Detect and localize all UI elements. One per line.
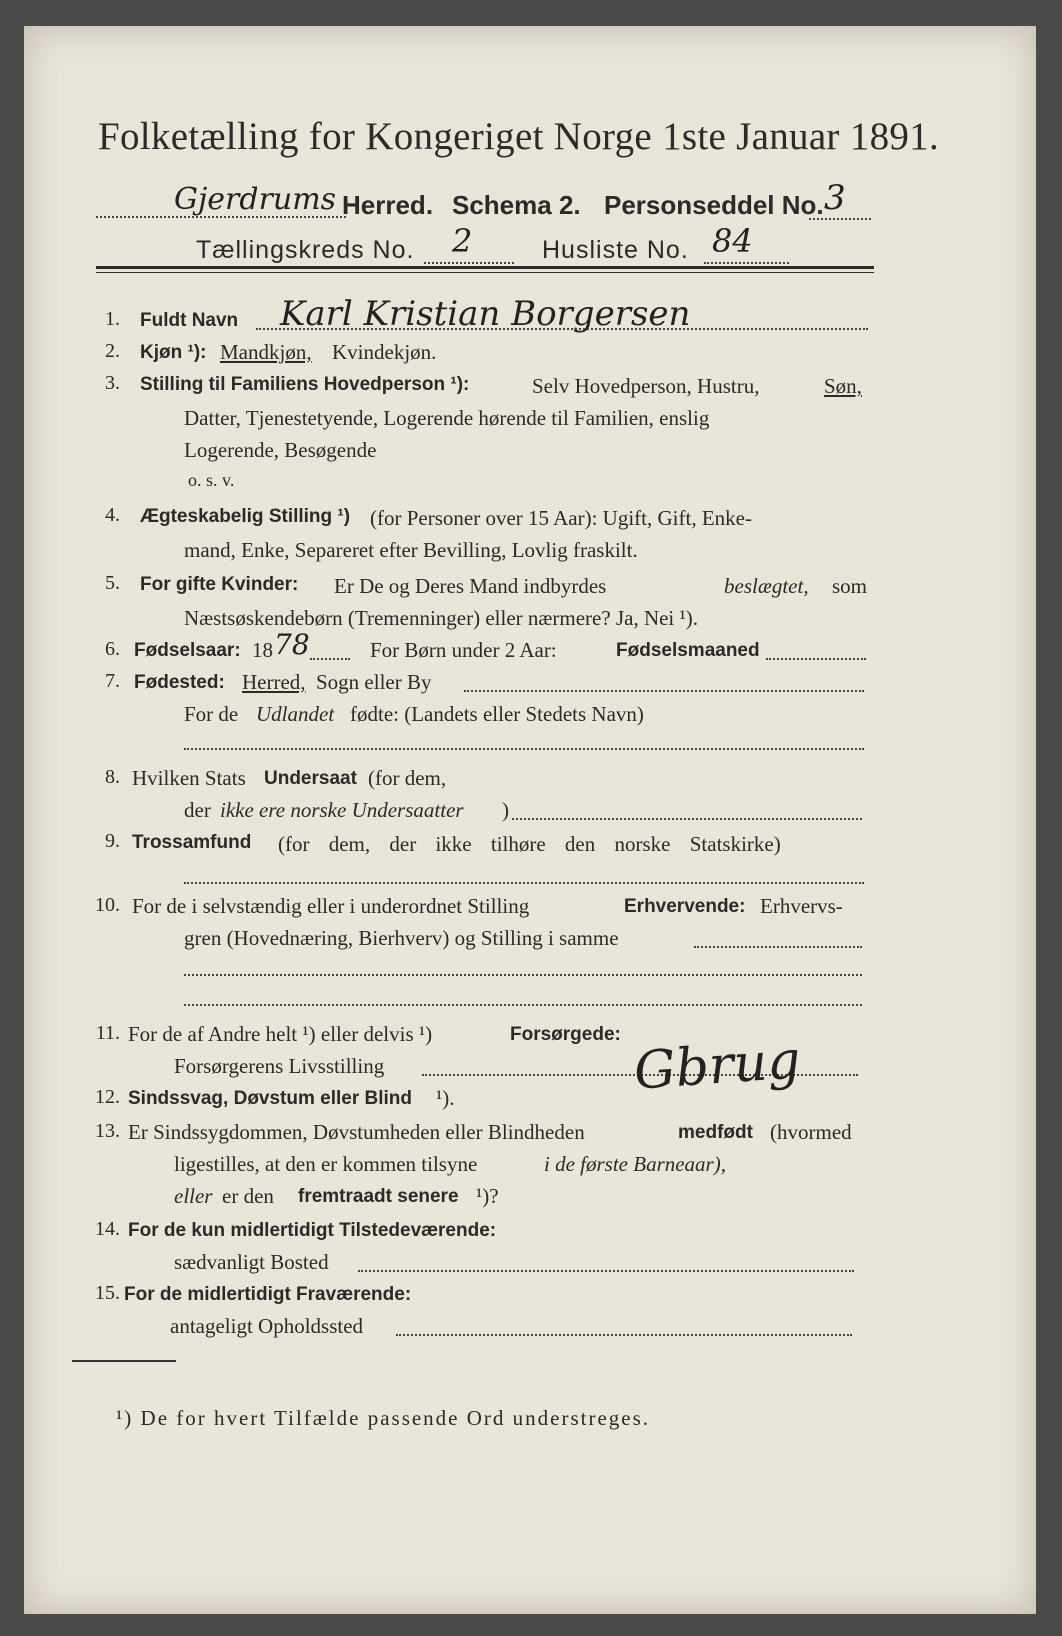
q9-dotted-line [184, 882, 864, 884]
q7-label: Fødested: [134, 672, 225, 693]
footnote-rule [72, 1360, 176, 1362]
q6-prefix: 18 [252, 638, 273, 662]
q11-line2: Forsørgerens Livsstilling [174, 1054, 385, 1078]
q7-rest: Sogn eller By [316, 670, 432, 694]
q6-dotted-line [310, 658, 350, 660]
kreds-label: Tællingskreds No. [196, 236, 415, 264]
schema-label: Schema 2. [452, 190, 581, 220]
q15-line2: antageligt Opholdssted [170, 1314, 364, 1338]
q9-number: 9. [105, 830, 120, 852]
q6-label2: Fødselsmaaned [616, 640, 760, 661]
q4-number: 4. [105, 504, 120, 526]
q10-dotted-line-3 [184, 1004, 862, 1006]
q1-dotted-line [256, 328, 868, 330]
q13-line1b: medfødt [678, 1122, 753, 1143]
q10-line1c: Erhvervs- [760, 894, 843, 918]
q13-line3d: ¹)? [476, 1184, 499, 1208]
q8-line1b: Undersaat [264, 768, 357, 789]
q8-line1a: Hvilken Stats [132, 766, 246, 790]
q9-line1: (for dem, der ikke tilhøre den norske Statskirke) [278, 832, 781, 856]
q13-line1c: (hvormed [770, 1120, 852, 1144]
q13-line3c: fremtraadt senere [298, 1186, 459, 1207]
q7-foreign-dotted-line [184, 748, 864, 750]
kreds-dotted-line [424, 262, 514, 264]
q10-line2: gren (Hovednæring, Bierhverv) og Stilling i samme [184, 926, 619, 950]
footnote: ¹) De for hvert Tilfælde passende Ord understreges. [116, 1406, 651, 1430]
q2-option-female: Kvindekjøn. [332, 340, 437, 364]
q12-line1a: Sindssvag, Døvstum eller Blind [128, 1088, 413, 1109]
q11-number: 11. [95, 1022, 120, 1044]
q8-line2c: ) [502, 798, 509, 822]
personseddel-dotted-line [809, 218, 871, 220]
header-rule [96, 266, 874, 269]
q3-label: Stilling til Familiens Hovedperson ¹): [140, 374, 470, 395]
handwritten-annotation: Gbrug [632, 1030, 803, 1102]
q3-line1: Selv Hovedperson, Hustru, [532, 374, 760, 398]
q12-line1b: ¹). [436, 1086, 455, 1110]
q3-line3: Logerende, Besøgende [184, 438, 377, 462]
q10-number: 10. [95, 894, 120, 916]
q15-number: 15. [95, 1282, 120, 1304]
q13-line2b: i de første Barneaar), [544, 1152, 726, 1176]
q6-rest: For Børn under 2 Aar: [370, 638, 557, 662]
q7-option-herred: Herred, [242, 670, 306, 694]
q5-number: 5. [105, 572, 120, 594]
q6-month-dotted-line [766, 658, 866, 660]
q15-dotted-line [396, 1334, 852, 1336]
q1-label: Fuldt Navn [140, 310, 239, 331]
q8-line1c: (for dem, [368, 766, 447, 790]
q3-number: 3. [105, 372, 120, 394]
herred-label: Herred. [342, 190, 434, 220]
q8-line2b: ikke ere norske Undersaatter [220, 798, 464, 822]
q6-label: Fødselsaar: [134, 640, 241, 661]
q3-line2: Datter, Tjenestetyende, Logerende hørende til Familien, enslig [184, 406, 710, 430]
q6-number: 6. [105, 638, 120, 660]
q2-number: 2. [105, 340, 120, 362]
q13-number: 13. [95, 1120, 120, 1142]
q8-dotted-line [512, 818, 862, 820]
q5-line1b: beslægtet, [724, 574, 809, 598]
q13-line3b: er den [222, 1184, 274, 1208]
q14-line1: For de kun midlertidigt Tilstedeværende: [128, 1220, 497, 1241]
q2-option-male: Mandkjøn, [220, 340, 312, 364]
q3-line4: o. s. v. [188, 470, 235, 490]
q2-label: Kjøn ¹): [140, 342, 207, 363]
q5-label: For gifte Kvinder: [140, 574, 299, 595]
q9-label: Trossamfund [132, 832, 252, 853]
q7-line2a: For de [184, 702, 239, 726]
header-rule-thin [96, 272, 874, 273]
q7-number: 7. [105, 670, 120, 692]
q3-option-son: Søn, [824, 374, 862, 398]
q7-dotted-line [464, 690, 864, 692]
q10-dotted-line-2 [184, 974, 862, 976]
q5-line1c: som [832, 574, 868, 598]
herred-value: Gjerdrums [174, 182, 337, 217]
q6-value: 78 [274, 628, 310, 661]
q10-dotted-line [694, 946, 862, 948]
q1-value: Karl Kristian Borgersen [280, 294, 691, 334]
q8-line2a: der [184, 798, 211, 822]
q14-dotted-line [358, 1270, 854, 1272]
husliste-dotted-line [704, 262, 789, 264]
q14-number: 14. [95, 1218, 120, 1240]
q12-number: 12. [95, 1086, 120, 1108]
census-form [24, 26, 1036, 1614]
q10-line1b: Erhvervende: [624, 896, 746, 917]
q1-number: 1. [105, 308, 120, 330]
q4-label: Ægteskabelig Stilling ¹) [140, 506, 351, 527]
kreds-value: 2 [452, 222, 473, 260]
q13-line2a: ligestilles, at den er kommen tilsyne [174, 1152, 478, 1176]
husliste-label: Husliste No. [542, 236, 689, 264]
q5-line1a: Er De og Deres Mand indbyrdes [334, 574, 607, 598]
q15-line1: For de midlertidigt Fraværende: [124, 1284, 412, 1305]
q8-number: 8. [105, 766, 120, 788]
q7-line2b: Udlandet [256, 702, 335, 726]
q11-line1a: For de af Andre helt ¹) eller delvis ¹) [128, 1022, 433, 1046]
q13-line1a: Er Sindssygdommen, Døvstumheden eller Blindheden [128, 1120, 585, 1144]
q10-line1a: For de i selvstændig eller i underordnet Stilling [132, 894, 530, 918]
personseddel-value: 3 [824, 178, 846, 218]
q11-line1b: Forsørgede: [510, 1024, 621, 1045]
q5-line2: Næstsøskendebørn (Tremenninger) eller nærmere? Ja, Nei ¹). [184, 606, 699, 630]
husliste-value: 84 [712, 222, 753, 260]
q13-line3a: eller [174, 1184, 213, 1208]
form-title: Folketælling for Kongeriget Norge 1ste Januar 1891. [98, 115, 940, 158]
personseddel-label: Personseddel No. [604, 190, 824, 220]
q4-line1: (for Personer over 15 Aar): Ugift, Gift, Enke- [370, 506, 752, 530]
q4-line2: mand, Enke, Separeret efter Bevilling, Lovlig fraskilt. [184, 538, 638, 562]
q7-line2c: fødte: (Landets eller Stedets Navn) [350, 702, 644, 726]
q14-line2: sædvanligt Bosted [174, 1250, 329, 1274]
